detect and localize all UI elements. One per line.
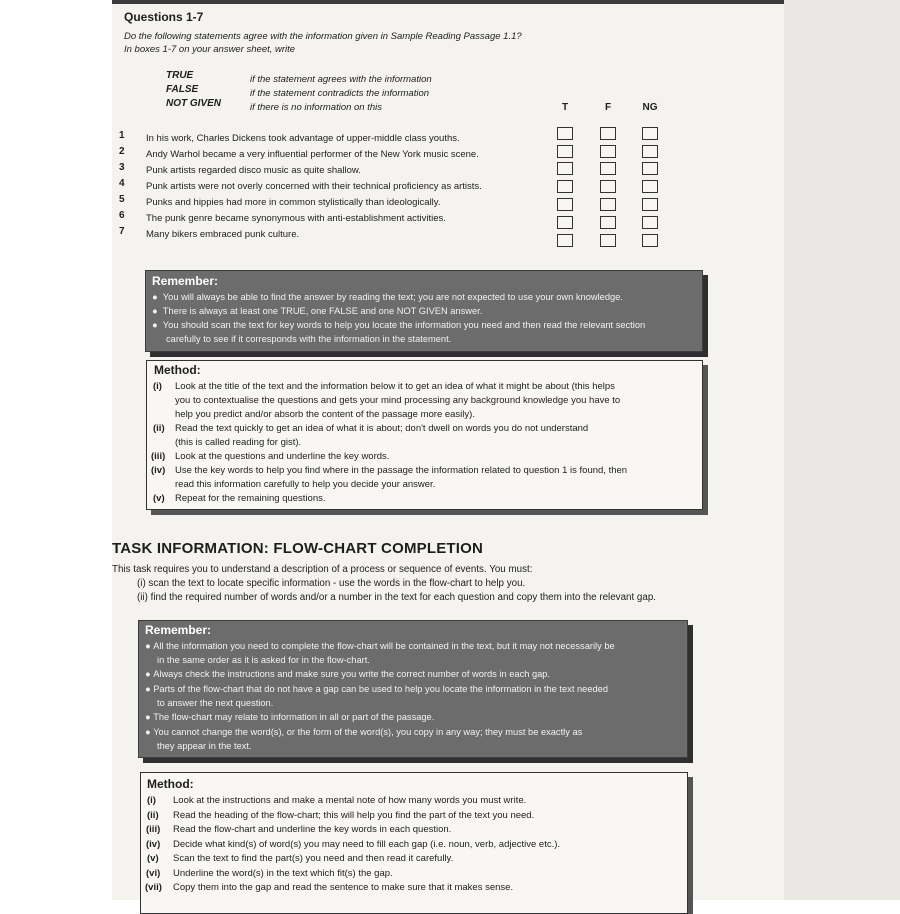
answer-checkbox-4-ng[interactable] <box>642 180 658 193</box>
remember-line: to answer the next question. <box>157 698 274 708</box>
method-step-text: help you predict and/or absorb the content of the passage more easily). <box>175 409 475 420</box>
answer-checkbox-5-t[interactable] <box>557 198 573 211</box>
remember-bullet: ● All the information you need to complete the flow-chart will be contained in the text, but it may not necessarily be <box>145 641 615 651</box>
key-def-true: if the statement agrees with the information <box>250 74 432 85</box>
question-number: 6 <box>119 210 125 221</box>
answer-checkbox-4-f[interactable] <box>600 180 616 193</box>
remember-bullet: ● Always check the instructions and make sure you write the correct number of words in each gap. <box>145 669 551 679</box>
question-number: 7 <box>119 226 125 237</box>
method-step-text: you to contextualise the questions and gets your mind processing any background knowledge you have to <box>175 395 621 406</box>
right-margin <box>784 0 900 900</box>
question-number: 3 <box>119 162 125 173</box>
remember-line: There is always at least one TRUE, one FALSE and one NOT GIVEN answer. <box>162 306 483 316</box>
question-text: In his work, Charles Dickens took advantage of upper-middle class youths. <box>146 133 460 144</box>
remember-line: You cannot change the word(s), or the form of the word(s), you copy in any way; they must be exactly as <box>153 727 583 737</box>
question-text: Many bikers embraced punk culture. <box>146 229 300 240</box>
answer-checkbox-6-t[interactable] <box>557 216 573 229</box>
key-term-true: TRUE <box>166 70 194 81</box>
method-step-text: Use the key words to help you find where in the passage the information related to question 1 is found, then <box>175 465 628 476</box>
remember-title: Remember: <box>152 274 219 288</box>
method-step-number: (iii) <box>151 451 166 462</box>
method-step-number: (vi) <box>146 868 161 879</box>
task-point: (i) scan the text to locate specific information - use the words in the flow-chart to help you. <box>137 578 526 589</box>
answer-checkbox-6-f[interactable] <box>600 216 616 229</box>
remember-bullet: ● The flow-chart may relate to information in all or part of the passage. <box>145 712 435 722</box>
key-def-not-given: if there is no information on this <box>250 102 383 113</box>
answer-checkbox-7-t[interactable] <box>557 234 573 247</box>
question-text: Andy Warhol became a very influential performer of the New York music scene. <box>146 149 479 160</box>
answer-checkbox-1-t[interactable] <box>557 127 573 140</box>
answer-checkbox-1-f[interactable] <box>600 127 616 140</box>
remember-bullet: ● You cannot change the word(s), or the form of the word(s), you copy in any way; they must be exactly as <box>145 727 583 737</box>
method-step-number: (i) <box>147 795 156 806</box>
remember-bullet: ● There is always at least one TRUE, one FALSE and one NOT GIVEN answer. <box>152 306 483 316</box>
question-text: The punk genre became synonymous with anti-establishment activities. <box>146 213 446 224</box>
remember-bullet: ● You will always be able to find the answer by reading the text; you are not expected to use your own knowledge. <box>152 292 623 302</box>
left-margin <box>0 0 112 900</box>
method-step-number: (v) <box>153 493 165 504</box>
method-step-text: Look at the instructions and make a mental note of how many words you must write. <box>173 795 527 806</box>
method-step-number: (ii) <box>147 810 159 821</box>
method-step-number: (iii) <box>146 824 161 835</box>
remember-bullet: ● Parts of the flow-chart that do not have a gap can be used to help you locate the information in the text needed <box>145 684 609 694</box>
remember-box-1 <box>145 270 703 352</box>
method-step-text: Read the heading of the flow-chart; this will help you find the part of the text you need. <box>173 810 535 821</box>
task-heading: TASK INFORMATION: FLOW-CHART COMPLETION <box>112 540 484 557</box>
key-def-false: if the statement contradicts the information <box>250 88 430 99</box>
question-text: Punk artists regarded disco music as quite shallow. <box>146 165 361 176</box>
questions-instruction-2: In boxes 1-7 on your answer sheet, write <box>124 44 296 55</box>
column-header-f: F <box>604 102 612 113</box>
key-term-not-given: NOT GIVEN <box>166 98 222 109</box>
method-step-number: (ii) <box>153 423 165 434</box>
method-step-text: Repeat for the remaining questions. <box>175 493 326 504</box>
questions-instruction-1: Do the following statements agree with the information given in Sample Reading Passage 1.1? <box>124 31 522 42</box>
question-text: Punks and hippies had more in common stylistically than ideologically. <box>146 197 441 208</box>
remember-line: The flow-chart may relate to information in all or part of the passage. <box>153 712 435 722</box>
column-header-t: T <box>561 102 569 113</box>
task-intro: This task requires you to understand a description of a process or sequence of events. You must: <box>112 564 533 575</box>
remember-line: in the same order as it is asked for in the flow-chart. <box>157 655 370 665</box>
answer-checkbox-7-f[interactable] <box>600 234 616 247</box>
method-box-2 <box>140 772 688 914</box>
method-step-text: Read the text quickly to get an idea of what it is about; don't dwell on words you do not understand <box>175 423 589 434</box>
method-step-number: (iv) <box>151 465 166 476</box>
method-step-text: Copy them into the gap and read the sentence to make sure that it makes sense. <box>173 882 514 893</box>
method-step-text: Look at the title of the text and the information below it to get an idea of what it might be about (this helps <box>175 381 615 392</box>
remember-line: You will always be able to find the answer by reading the text; you are not expected to use your own knowledge. <box>162 292 623 302</box>
task-point: (ii) find the required number of words and/or a number in the text for each question and copy them into the relevant gap. <box>137 592 656 603</box>
question-number: 5 <box>119 194 125 205</box>
answer-checkbox-1-ng[interactable] <box>642 127 658 140</box>
question-number: 4 <box>119 178 125 189</box>
method-step-text: Underline the word(s) in the text which fit(s) the gap. <box>173 868 393 879</box>
question-number: 2 <box>119 146 125 157</box>
question-number: 1 <box>119 130 125 141</box>
method-step-number: (i) <box>153 381 162 392</box>
remember-title: Remember: <box>145 623 212 637</box>
method-step-text: Read the flow-chart and underline the key words in each question. <box>173 824 452 835</box>
method-step-text: read this information carefully to help you decide your answer. <box>175 479 436 490</box>
method-step-number: (vii) <box>145 882 162 893</box>
method-step-number: (iv) <box>146 839 161 850</box>
method-step-number: (v) <box>147 853 159 864</box>
method-box-1 <box>146 360 703 510</box>
remember-line: Always check the instructions and make sure you write the correct number of words in each gap. <box>153 669 551 679</box>
answer-checkbox-3-f[interactable] <box>600 162 616 175</box>
answer-checkbox-3-ng[interactable] <box>642 162 658 175</box>
answer-checkbox-6-ng[interactable] <box>642 216 658 229</box>
method-title: Method: <box>154 363 201 377</box>
remember-box-2 <box>138 620 688 758</box>
answer-checkbox-4-t[interactable] <box>557 180 573 193</box>
answer-checkbox-5-ng[interactable] <box>642 198 658 211</box>
remember-line: All the information you need to complete the flow-chart will be contained in the text, but it may not necessarily be <box>153 641 615 651</box>
answer-checkbox-7-ng[interactable] <box>642 234 658 247</box>
answer-checkbox-2-f[interactable] <box>600 145 616 158</box>
key-term-false: FALSE <box>166 84 199 95</box>
method-step-text: (this is called reading for gist). <box>175 437 302 448</box>
method-step-text: Decide what kind(s) of word(s) you may need to fill each gap (i.e. noun, verb, adjective etc.). <box>173 839 561 850</box>
remember-line: Parts of the flow-chart that do not have a gap can be used to help you locate the information in the text needed <box>153 684 609 694</box>
remember-line: carefully to see if it corresponds with the information in the statement. <box>166 334 452 344</box>
remember-line: they appear in the text. <box>157 741 252 751</box>
questions-heading: Questions 1-7 <box>124 10 204 24</box>
remember-bullet: ● You should scan the text for key words to help you locate the information you need and then read the relevant section <box>152 320 646 330</box>
answer-checkbox-2-t[interactable] <box>557 145 573 158</box>
method-step-text: Look at the questions and underline the key words. <box>175 451 390 462</box>
answer-checkbox-3-t[interactable] <box>557 162 573 175</box>
method-title: Method: <box>147 777 194 791</box>
answer-checkbox-2-ng[interactable] <box>642 145 658 158</box>
method-step-text: Scan the text to find the part(s) you need and then read it carefully. <box>173 853 454 864</box>
remember-line: You should scan the text for key words to help you locate the information you need and then read the relevant section <box>162 320 646 330</box>
column-header-ng: NG <box>642 102 658 113</box>
answer-checkbox-5-f[interactable] <box>600 198 616 211</box>
top-edge-band <box>112 0 784 4</box>
question-text: Punk artists were not overly concerned with their technical proficiency as artists. <box>146 181 482 192</box>
